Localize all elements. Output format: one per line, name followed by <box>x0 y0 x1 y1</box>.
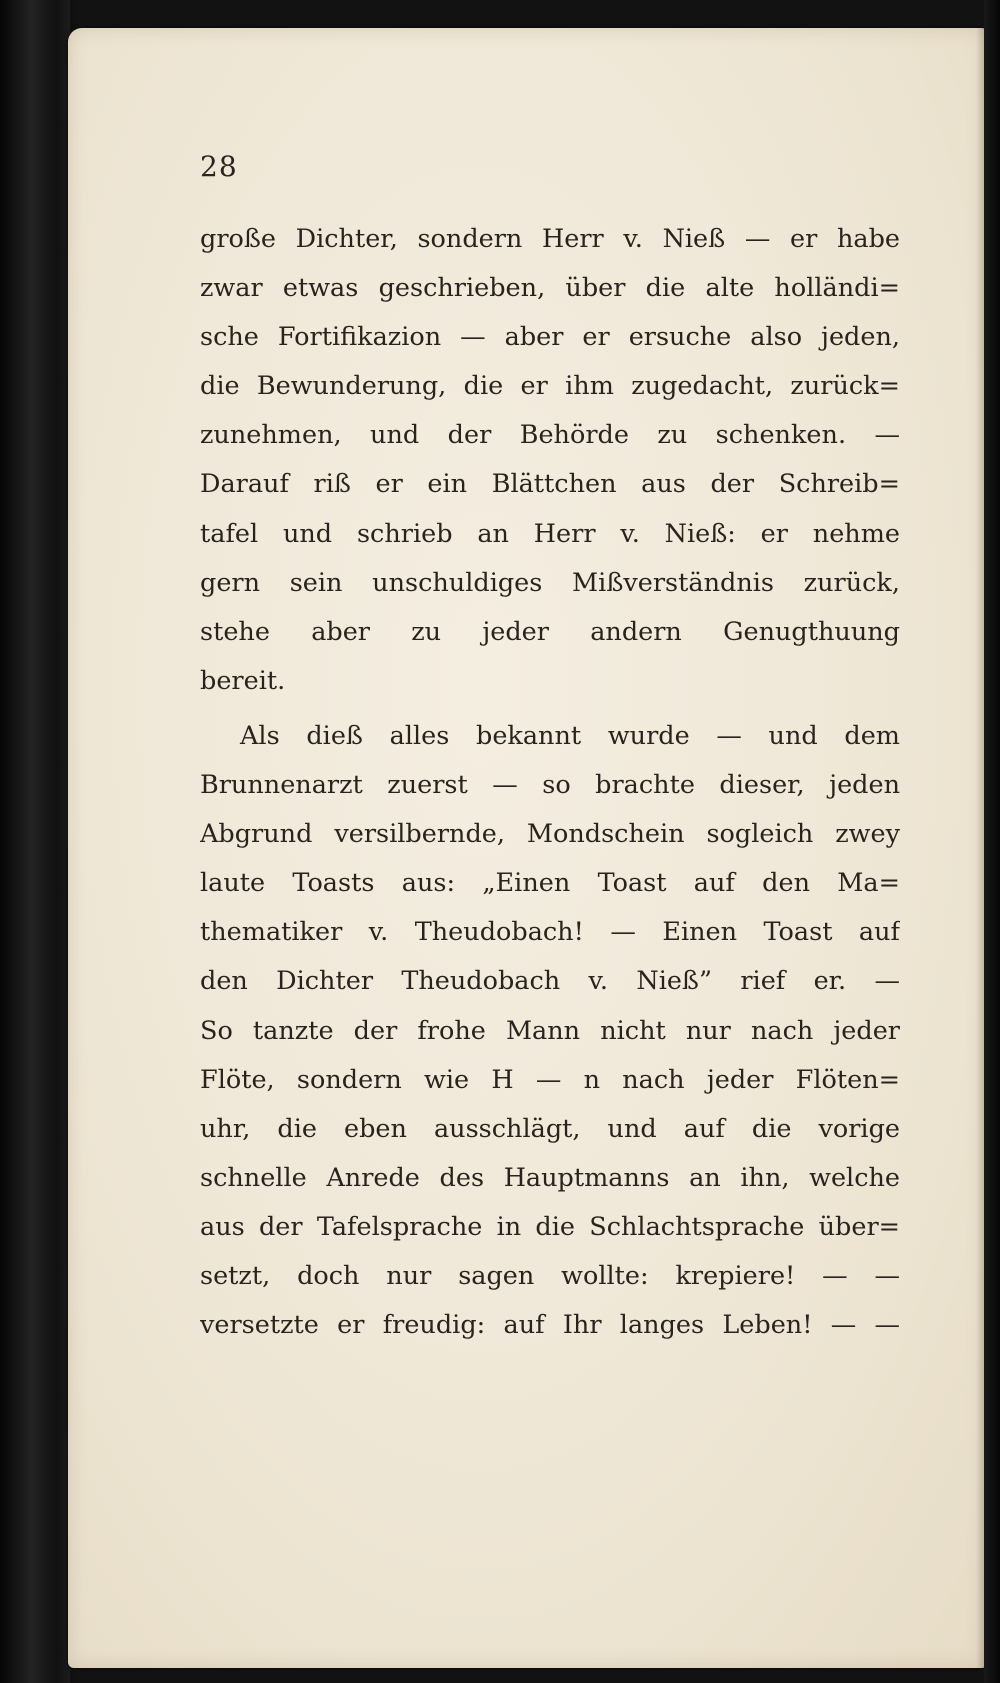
text-line: große Dichter, sondern Herr v. Nieß — er habe <box>200 224 900 254</box>
text-line: zwar etwas geschrieben, über die alte holländi= <box>200 273 900 304</box>
text-line: So tanzte der frohe Mann nicht nur nach jeder <box>200 1015 900 1046</box>
text-line: sche Fortifikazion — aber er ersuche also jeden, <box>200 322 900 353</box>
text-line: bereit. <box>200 665 286 696</box>
text-line: die Bewunderung, die er ihm zugedacht, zurück= <box>200 371 900 402</box>
text-line: Abgrund versilbernde, Mondschein sogleich zwey <box>200 819 900 850</box>
text-line: Darauf riß er ein Blättchen aus der Schreib= <box>200 469 900 500</box>
text-line: schnelle Anrede des Hauptmanns an ihn, welche <box>200 1162 900 1193</box>
book-cover-edge <box>0 0 70 1683</box>
text-line: gern sein unschuldiges Mißverständnis zurück, <box>200 567 900 598</box>
text-line: versetzte er freudig: auf Ihr langes Leben! — — <box>200 1310 900 1341</box>
text-line: zunehmen, und der Behörde zu schenken. — <box>200 420 900 451</box>
text-line: tafel und schrieb an Herr v. Nieß: er nehme <box>200 518 900 549</box>
text-line: den Dichter Theudobach v. Nieß” rief er. — <box>200 966 900 997</box>
text-line: Flöte, sondern wie H — n nach jeder Flöten= <box>200 1064 900 1095</box>
text-line: thematiker v. Theudobach! — Einen Toast auf <box>200 917 900 948</box>
text-line: aus der Tafelsprache in die Schlachtsprache über= <box>200 1211 900 1242</box>
text-line: uhr, die eben ausschlägt, und auf die vorige <box>200 1113 900 1144</box>
text-line: Als dieß alles bekannt wurde — und dem <box>240 720 900 751</box>
text-line: laute Toasts aus: „Einen Toast auf den Ma= <box>200 868 900 899</box>
text-line: setzt, doch nur sagen wollte: krepiere! — — <box>200 1260 900 1291</box>
book-binding-edge <box>984 0 1000 1683</box>
body-text <box>200 215 900 1350</box>
page-number: 28 <box>200 150 238 183</box>
text-line: stehe aber zu jeder andern Genugthuung <box>200 616 900 647</box>
text-line: Brunnenarzt zuerst — so brachte dieser, jeden <box>200 770 900 801</box>
